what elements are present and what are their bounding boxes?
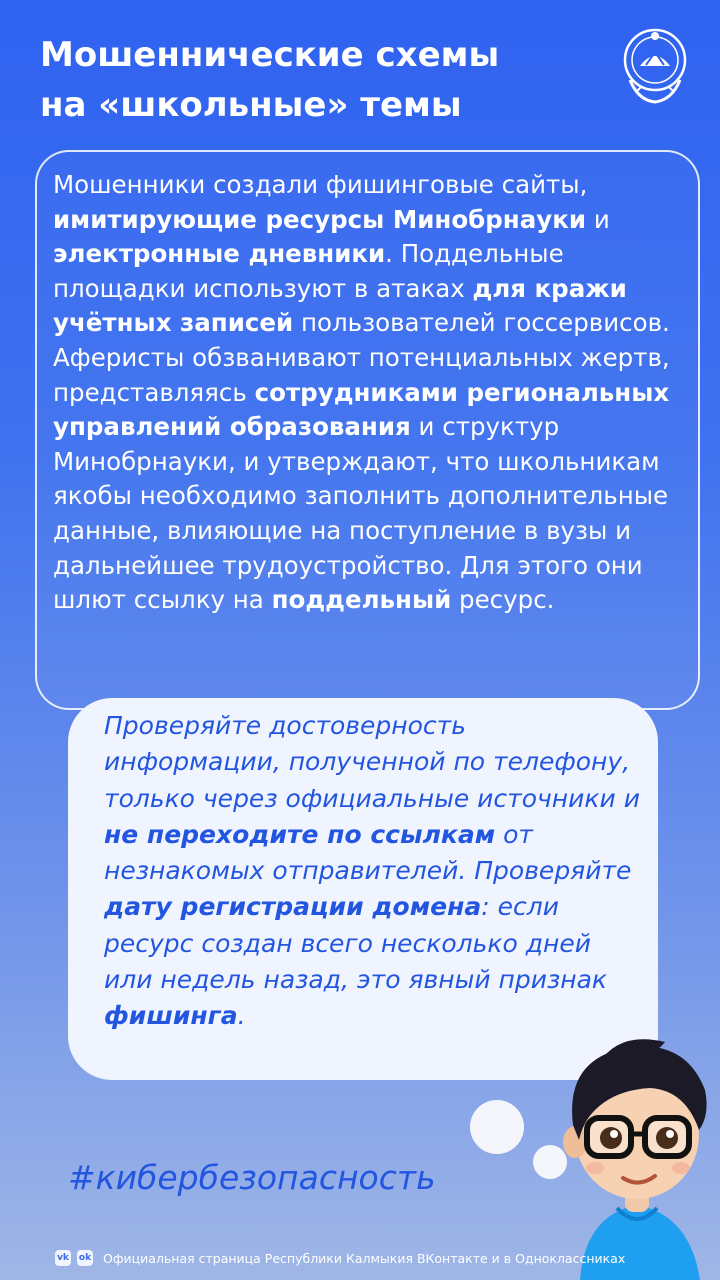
tip-text xyxy=(104,708,644,1035)
vk-icon[interactable]: vk xyxy=(55,1250,71,1266)
tip-text-segment: Проверяйте достоверность информации, полученной по телефону, только через официальные источники и xyxy=(104,711,640,813)
tip-text-segment: фишинга xyxy=(104,1001,238,1031)
tip-text-segment: . xyxy=(237,1001,246,1031)
odnoklassniki-icon[interactable]: ok xyxy=(77,1250,93,1266)
tip-text-segment: не переходите по ссылкам xyxy=(104,819,496,849)
tip-text-segment: дату регистрации домена xyxy=(104,892,482,922)
tip-text-segment: от незнакомых отправителей. Проверяйте xyxy=(104,819,632,886)
title-line-2: на «школьные» темы xyxy=(40,85,462,125)
footer-text: Официальная страница Республики Калмыкия ВКонтакте и в Одноклассниках xyxy=(103,1250,626,1266)
thought-bubble-dot-large xyxy=(470,1100,524,1154)
info-text-segment: электронные дневники xyxy=(53,239,386,269)
footer xyxy=(55,1248,625,1268)
info-text xyxy=(53,168,683,618)
kalmykia-emblem-icon xyxy=(616,20,694,106)
tip-text-segment: : если ресурс создан всего несколько дней или недель назад, это явный признак xyxy=(104,892,608,995)
info-text-segment: ресурс. xyxy=(451,585,555,615)
title-line-1: Мошеннические схемы xyxy=(40,35,500,75)
info-text-segment: сотрудниками региональных управлений образования xyxy=(53,377,670,442)
page-title xyxy=(40,30,600,130)
info-text-segment: и xyxy=(586,204,610,234)
info-text-segment: и структур Минобрнауки, и утверждают, что школьникам якобы необходимо заполнить дополнительные данные, влияющие на поступление в вузы и дальнейшее трудоустройство. Для этого они шлют ссылку на xyxy=(53,412,669,615)
info-text-segment: поддельный xyxy=(271,585,452,615)
info-text-segment: для кражи учётных записей xyxy=(53,273,627,338)
hashtag: #кибербезопасность xyxy=(68,1158,436,1197)
info-text-segment: пользователей госсервисов. Аферисты обзванивают потенциальных жертв, представляясь xyxy=(53,308,670,407)
info-text-segment: . Поддельные площадки используют в атаках xyxy=(53,239,564,303)
boy-with-glasses-illustration xyxy=(555,1030,720,1280)
info-text-segment: имитирующие ресурсы Минобрнауки xyxy=(53,204,587,234)
info-text-segment: Мошенники создали фишинговые сайты, xyxy=(53,170,588,199)
